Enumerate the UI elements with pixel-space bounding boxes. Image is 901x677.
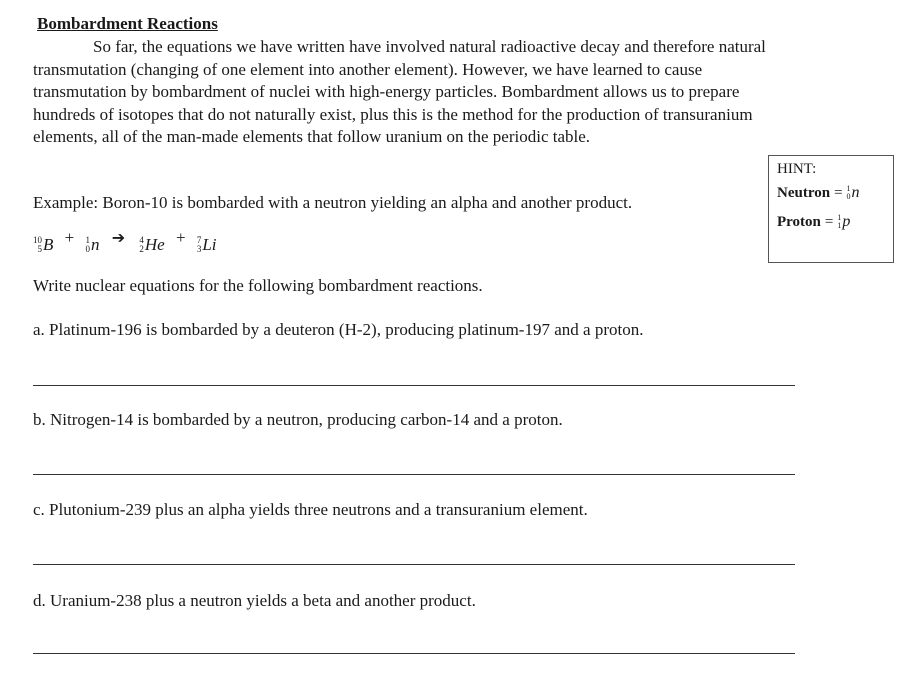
atomic-number: 0 (85, 244, 90, 254)
hint-proton (777, 213, 893, 231)
hint-box (768, 155, 894, 263)
atomic-number: 3 (196, 244, 202, 254)
equals-sign: = (834, 184, 843, 201)
proton-symbol: p (842, 213, 851, 230)
mass-number: 1 (846, 184, 851, 193)
plus-sign: + (64, 228, 75, 247)
question-d: d. Uranium-238 plus a neutron yields a beta and another product. (33, 591, 476, 610)
nuclide-neutron (85, 235, 99, 255)
question-c: c. Plutonium-239 plus an alpha yields three neutrons and a transuranium element. (33, 500, 588, 519)
answer-line-b[interactable] (33, 474, 795, 475)
element-symbol: Li (202, 235, 217, 254)
element-symbol: n (90, 235, 100, 254)
atomic-number: 2 (139, 244, 144, 254)
hint-title: HINT: (777, 161, 817, 177)
element-symbol: He (144, 235, 165, 254)
question-b: b. Nitrogen-14 is bombarded by a neutron, producing carbon-14 and a proton. (33, 410, 563, 429)
answer-line-a[interactable] (33, 385, 795, 386)
example-text: Example: Boron-10 is bombarded with a neutron yielding an alpha and another product. (33, 193, 633, 212)
mass-number: 7 (196, 235, 202, 245)
plus-sign: + (175, 228, 186, 247)
nuclide-boron (33, 235, 53, 255)
intro-paragraph: So far, the equations we have written have involved natural radioactive decay and therefore natural transmutation (changing of one element into another element). However, we have learned to cause transmutation by bombardment of nuclei with high-energy particles. Bombardment allows us to prepare hundreds of isotopes that do not naturally exist, plus this is the method for the production of transuranium elements, all of the man-made elements that follow uranium on the periodic table. (33, 37, 766, 147)
answer-line-c[interactable] (33, 564, 795, 565)
mass-number: 4 (139, 235, 144, 245)
nuclide-lithium (197, 235, 217, 255)
question-a: a. Platinum-196 is bombarded by a deuteron (H-2), producing platinum-197 and a proton. (33, 320, 644, 339)
hint-neutron-label: Neutron (777, 184, 831, 201)
atomic-number: 1 (837, 221, 842, 230)
mass-number: 1 (837, 213, 842, 222)
atomic-number: 0 (846, 192, 851, 201)
example-equation (33, 228, 217, 255)
page-title: Bombardment Reactions (37, 14, 218, 33)
nuclide-helium (139, 235, 164, 255)
hint-neutron (777, 184, 893, 202)
mass-number: 10 (33, 235, 42, 245)
equals-sign: = (824, 213, 834, 230)
mass-number: 1 (85, 235, 90, 245)
instructions-text: Write nuclear equations for the following bombardment reactions. (33, 276, 483, 295)
element-symbol: B (43, 235, 54, 254)
hint-proton-label: Proton (777, 213, 821, 230)
atomic-number: 5 (37, 244, 42, 254)
neutron-symbol: n (851, 184, 860, 201)
reaction-arrow-icon: ➔ (111, 228, 126, 247)
answer-line-d[interactable] (33, 653, 795, 654)
